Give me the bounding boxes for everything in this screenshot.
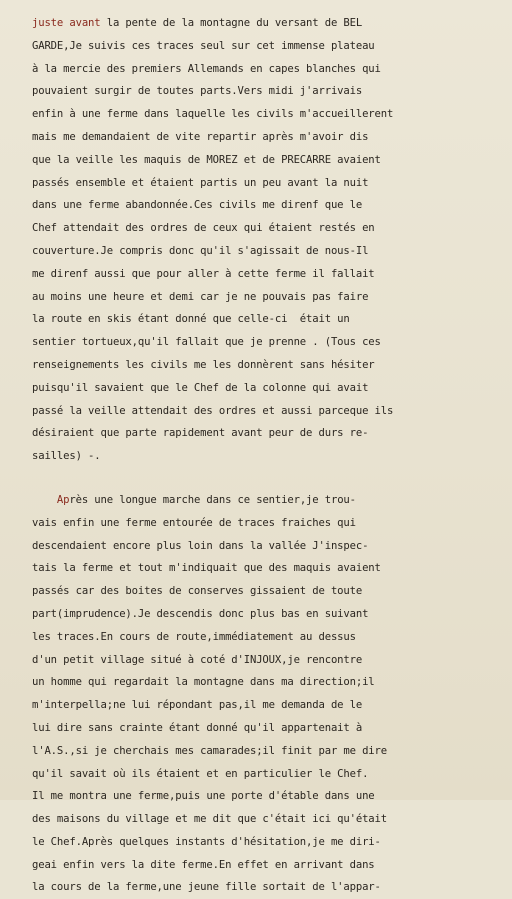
text-line: m'interpella;ne lui répondant pas,il me demanda de le xyxy=(32,699,363,712)
text-line: à la mercie des premiers Allemands en capes blanches qui xyxy=(32,62,381,75)
text-line: renseignements les civils me les donnèrent sans hésiter xyxy=(32,358,375,371)
text-line: Chef attendait des ordres de ceux qui étaient restés en xyxy=(32,222,375,235)
text-line: que la veille les maquis de MOREZ et de PRECARRE avaient xyxy=(32,153,381,166)
text-line: me direnf aussi que pour aller à cette ferme il fallait xyxy=(32,267,375,280)
text-line: vais enfin une ferme entourée de traces fraiches qui xyxy=(32,516,356,529)
paragraph-1 xyxy=(32,12,504,468)
red-text: Ap xyxy=(56,493,70,506)
text-line: Il me montra une ferme,puis une porte d'étable dans une xyxy=(32,790,375,803)
text-line: d'un petit village situé à coté d'INJOUX,je rencontre xyxy=(32,653,363,666)
text-line: désiraient que parte rapidement avant peur de durs re- xyxy=(32,427,369,440)
text-line: la route en skis étant donné que celle-ci était un xyxy=(32,313,350,326)
text-line: passés car des boites de conserves gissaient de toute xyxy=(32,585,363,598)
text-line: Après une longue marche dans ce sentier,je trou- xyxy=(56,493,356,506)
text-line: enfin à une ferme dans laquelle les civils m'accueillerent xyxy=(32,108,394,121)
text-line: tais la ferme et tout m'indiquait que des maquis avaient xyxy=(32,562,381,575)
text-line: geai enfin vers la dite ferme.En effet en arrivant dans xyxy=(32,858,375,871)
text-line: lui dire sans crainte étant donné qu'il appartenait à xyxy=(32,721,363,734)
text-line: le Chef.Après quelques instants d'hésitation,je me diri- xyxy=(32,835,381,848)
text-line: part(imprudence).Je descendis donc plus bas en suivant xyxy=(32,607,369,620)
text-line: l'A.S.,si je cherchais mes camarades;il finit par me dire xyxy=(32,744,387,757)
text-line: descendaient encore plus loin dans la vallée J'inspec- xyxy=(32,539,369,552)
text-line: pouvaient surgir de toutes parts.Vers midi j'arrivais xyxy=(32,85,363,98)
red-text: juste avant xyxy=(32,17,101,29)
text-line: puisqu'il savaient que le Chef de la colonne qui avait xyxy=(32,381,369,394)
text-line: sentier tortueux,qu'il fallait que je prenne . (Tous ces xyxy=(32,336,381,349)
paragraph-2 xyxy=(32,489,504,899)
text-line: GARDE,Je suivis ces traces seul sur cet immense plateau xyxy=(32,39,375,52)
text-line: mais me demandaient de vite repartir après m'avoir dis xyxy=(32,130,369,143)
text-line: juste avant la pente de la montagne du versant de BEL xyxy=(32,17,363,29)
text-line: dans une ferme abandonnée.Ces civils me direnf que le xyxy=(32,199,363,212)
text-line: la cours de la ferme,une jeune fille sortait de l'appar- xyxy=(32,881,381,894)
text-line: couverture.Je compris donc qu'il s'agissait de nous-Il xyxy=(32,244,369,257)
text-line: qu'il savait où ils étaient et en particulier le Chef. xyxy=(32,767,369,780)
text-line: sailles) -. xyxy=(32,450,101,463)
text-line: un homme qui regardait la montagne dans ma direction;il xyxy=(32,676,375,689)
text-line: passé la veille attendait des ordres et aussi parceque ils xyxy=(32,404,394,417)
text-line: au moins une heure et demi car je ne pouvais pas faire xyxy=(32,290,369,303)
text-line: des maisons du village et me dit que c'était ici qu'était xyxy=(32,813,387,826)
text-line: passés ensemble et étaient partis un peu avant la nuit xyxy=(32,176,369,189)
text-line: les traces.En cours de route,immédiatement au dessus xyxy=(32,630,356,643)
